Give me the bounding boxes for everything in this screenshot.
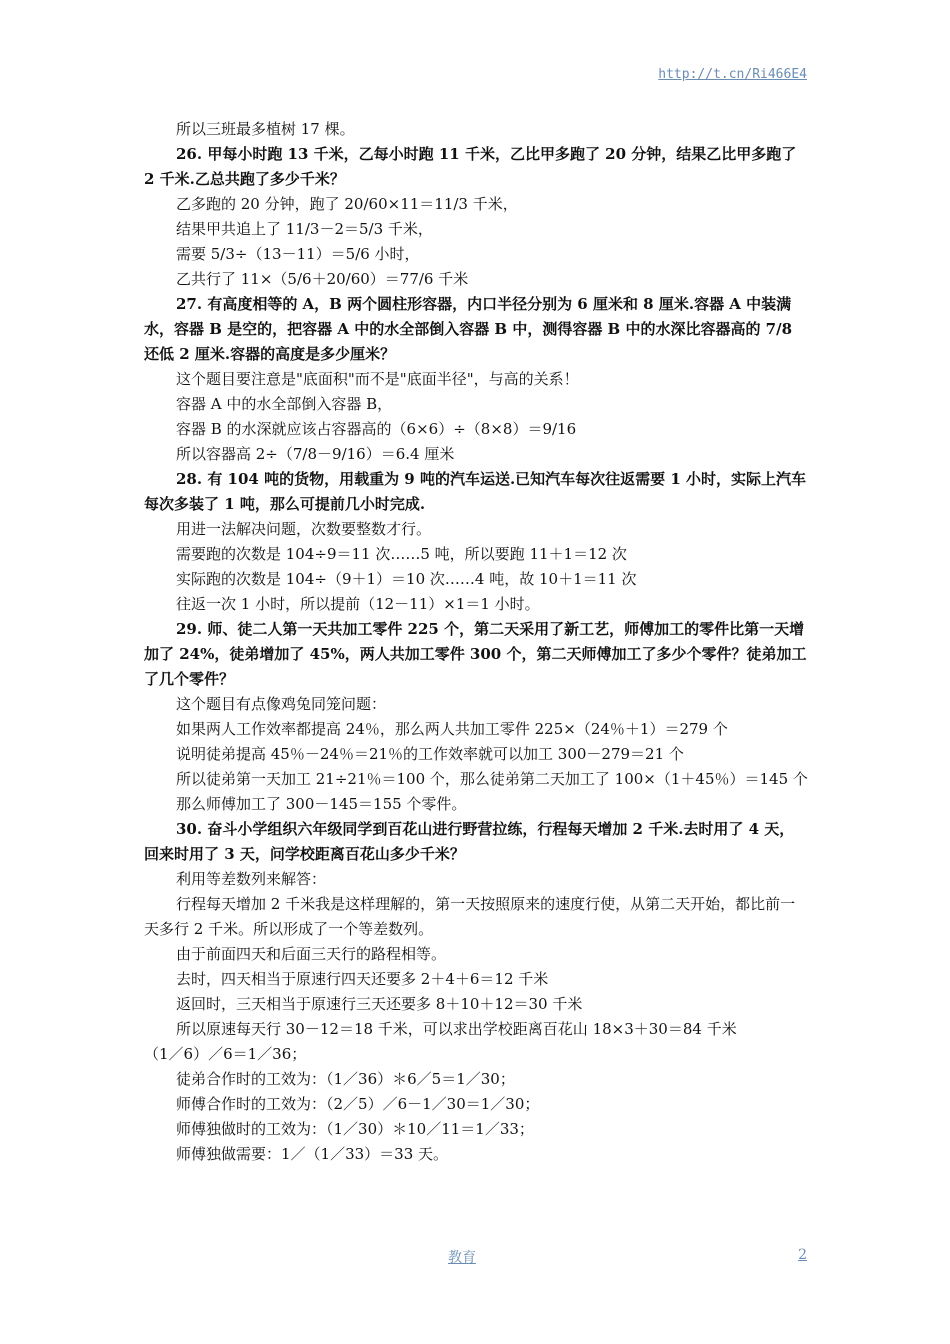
text-paragraph: 师傅独做需要：1／（1／33）＝33 天。 (176, 1145, 449, 1163)
text-paragraph: 容器 A 中的水全部倒入容器 B， (176, 395, 393, 413)
question-paragraph: 29. 师、徒二人第一天共加工零件 225 个，第二天采用了新工艺，师傅加工的零件比第一天增加了 24%，徒弟增加了 45%，两人共加工零件 300 个，第二天师傅加工了多少个零件？徒弟加工了几个零件？ (144, 620, 807, 688)
text-paragraph: （1／6）／6＝1／36； (144, 1045, 307, 1063)
question-paragraph: 28. 有 104 吨的货物，用载重为 9 吨的汽车运送.已知汽车每次往返需要 1 小时，实际上汽车每次多装了 1 吨，那么可提前几小时完成. (144, 470, 807, 513)
text-paragraph: 所以容器高 2÷（7/8－9/16）＝6.4 厘米 (176, 445, 455, 463)
text-paragraph: 结果甲共追上了 11/3－2＝5/3 千米， (176, 220, 433, 238)
text-paragraph: 师傅合作时的工效为：（2／5）／6－1／30＝1／30； (176, 1095, 540, 1113)
text-paragraph: 如果两人工作效率都提高 24％，那么两人共加工零件 225×（24％＋1）＝279 个 (176, 720, 728, 738)
text-paragraph: 由于前面四天和后面三天行的路程相等。 (176, 945, 447, 963)
question-paragraph: 30. 奋斗小学组织六年级同学到百花山进行野营拉练，行程每天增加 2 千米.去时用了 4 天，回来时用了 3 天，问学校距离百花山多少千米？ (144, 820, 795, 863)
text-paragraph: 去时，四天相当于原速行四天还要多 2＋4＋6＝12 千米 (176, 970, 549, 988)
header-link[interactable]: http://t.cn/Ri466E4 (658, 67, 807, 82)
text-paragraph: 返回时，三天相当于原速行三天还要多 8＋10＋12＝30 千米 (176, 995, 583, 1013)
page-number: 2 (798, 1247, 807, 1263)
text-paragraph: 用进一法解决问题，次数要整数才行。 (176, 520, 432, 538)
text-paragraph: 需要跑的次数是 104÷9＝11 次……5 吨，所以要跑 11＋1＝12 次 (176, 545, 627, 563)
text-paragraph: 乙共行了 11×（5/6＋20/60）＝77/6 千米 (176, 270, 469, 288)
text-paragraph: 往返一次 1 小时，所以提前（12－11）×1＝1 小时。 (176, 595, 540, 613)
text-paragraph: 这个题目有点像鸡兔同笼问题： (176, 695, 387, 713)
footer-link[interactable]: 教育 (448, 1250, 476, 1266)
text-paragraph: 说明徒弟提高 45％－24％＝21％的工作效率就可以加工 300－279＝21 个 (176, 745, 684, 763)
question-paragraph: 26. 甲每小时跑 13 千米，乙每小时跑 11 千米，乙比甲多跑了 20 分钟，结果乙比甲多跑了 2 千米.乙总共跑了多少千米？ (144, 145, 797, 188)
text-paragraph: 徒弟合作时的工效为：（1／36）＊6／5＝1／30； (176, 1070, 515, 1088)
text-paragraph: 所以三班最多植树 17 棵。 (176, 120, 355, 138)
question-paragraph: 27. 有高度相等的 A，B 两个圆柱形容器，内口半径分别为 6 厘米和 8 厘米.容器 A 中装满水，容器 B 是空的，把容器 A 中的水全部倒入容器 B 中，测得容器 B 中的水深比容器高的 7/8 还低 2 厘米.容器的高度是多少厘米？ (144, 295, 793, 363)
text-paragraph: 所以原速每天行 30－12＝18 千米，可以求出学校距离百花山 18×3＋30＝84 千米 (176, 1020, 737, 1038)
text-paragraph: 行程每天增加 2 千米我是这样理解的，第一天按照原来的速度行使，从第二天开始，都比前一天多行 2 千米。所以形成了一个等差数列。 (144, 895, 796, 938)
text-paragraph: 乙多跑的 20 分钟，跑了 20/60×11＝11/3 千米， (176, 195, 518, 213)
text-paragraph: 利用等差数列来解答： (176, 870, 327, 888)
text-paragraph: 师傅独做时的工效为：（1／30）＊10／11＝1／33； (176, 1120, 534, 1138)
text-paragraph: 那么师傅加工了 300－145＝155 个零件。 (176, 795, 467, 813)
text-paragraph: 需要 5/3÷（13－11）＝5/6 小时， (176, 245, 420, 263)
text-paragraph: 所以徒弟第一天加工 21÷21％＝100 个，那么徒弟第二天加工了 100×（1＋45％）＝145 个 (176, 770, 808, 788)
text-paragraph: 容器 B 的水深就应该占容器高的（6×6）÷（8×8）＝9/16 (176, 420, 577, 438)
text-paragraph: 这个题目要注意是"底面积"而不是"底面半径"，与高的关系！ (176, 370, 579, 388)
text-paragraph: 实际跑的次数是 104÷（9＋1）＝10 次……4 吨，故 10＋1＝11 次 (176, 570, 637, 588)
document-body (144, 117, 808, 1167)
